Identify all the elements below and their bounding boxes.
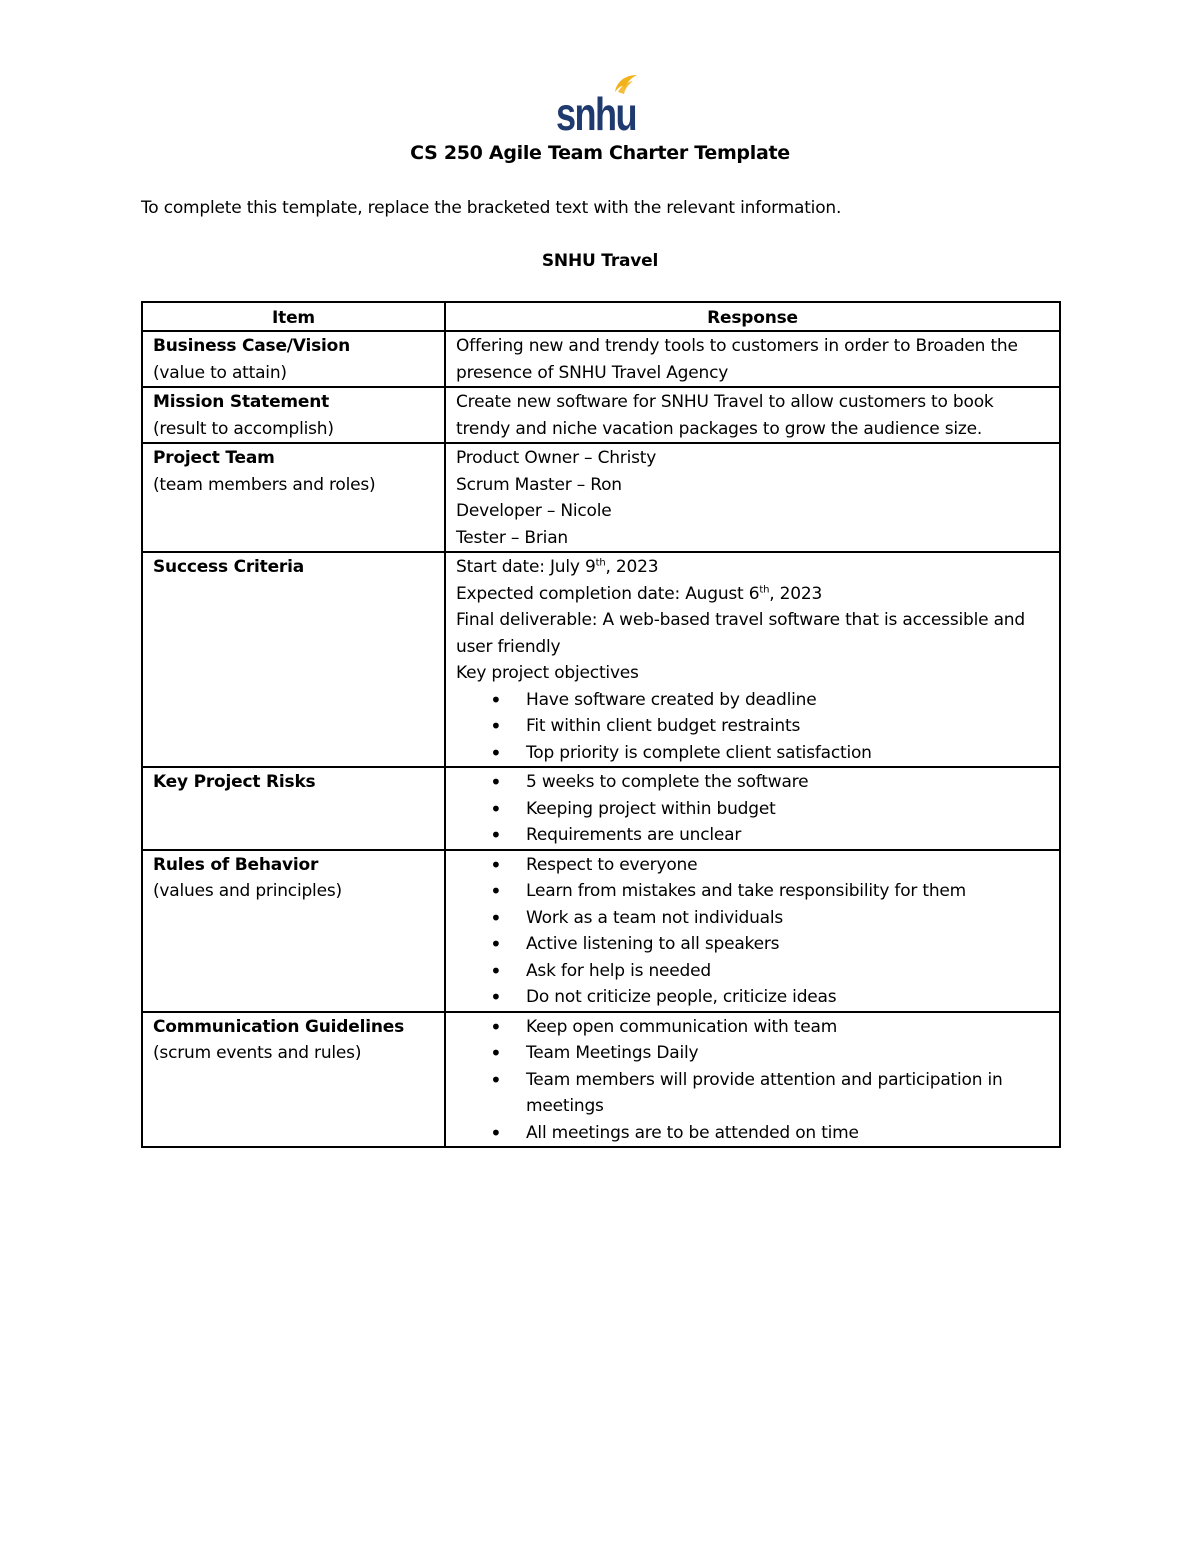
item-name: Key Project Risks: [153, 772, 316, 792]
item-name: Business Case/Vision: [153, 336, 351, 356]
list-item: • Keep open communication with team: [456, 1014, 1049, 1041]
list-item: • Keeping project within budget: [456, 796, 1049, 823]
item-note: (values and principles): [153, 881, 342, 901]
table-row: [142, 552, 1060, 767]
list-item: • Ask for help is needed: [456, 958, 1049, 985]
final-deliverable: Final deliverable: A web-based travel software that is accessible and user friendly: [456, 610, 1025, 657]
table-row: [142, 1012, 1060, 1148]
response-text: Create new software for SNHU Travel to allow customers to book trendy and niche vacation packages to grow the audience size.: [456, 392, 994, 439]
list-item: • All meetings are to be attended on time: [456, 1120, 1049, 1147]
instructions: To complete this template, replace the bracketed text with the relevant information.: [141, 198, 842, 218]
list-item: • Active listening to all speakers: [456, 931, 1049, 958]
team-member: Product Owner – Christy: [456, 448, 657, 468]
objectives-list: [456, 687, 1049, 767]
completion-date: Expected completion date: August 6th, 2023: [456, 583, 823, 604]
item-cell: [142, 443, 445, 552]
table-row: [142, 443, 1060, 552]
team-member: Tester – Brian: [456, 527, 568, 548]
response-cell: [445, 387, 1060, 443]
table-row: [142, 387, 1060, 443]
start-date: Start date: July 9th, 2023: [456, 557, 659, 577]
item-cell: [142, 767, 445, 850]
header-item: Item: [142, 302, 445, 331]
item-cell: [142, 1012, 445, 1148]
item-cell: [142, 552, 445, 767]
list-item: • Learn from mistakes and take responsibility for them: [456, 878, 1049, 905]
logo-text: snhu: [556, 88, 636, 140]
response-cell: [445, 850, 1060, 1012]
response-text: Offering new and trendy tools to customers in order to Broaden the presence of SNHU Travel Agency: [456, 336, 1018, 383]
item-cell: [142, 387, 445, 443]
item-name: Mission Statement: [153, 392, 330, 412]
list-item: • Respect to everyone: [456, 852, 1049, 879]
table-header-row: [142, 302, 1060, 331]
header-response: Response: [445, 302, 1060, 331]
document-subtitle: SNHU Travel: [541, 251, 659, 271]
item-name: Rules of Behavior: [153, 854, 319, 875]
communication-list: [456, 1014, 1049, 1147]
response-cell: [445, 767, 1060, 850]
item-cell: [142, 331, 445, 387]
table-row: [142, 331, 1060, 387]
item-name: Success Criteria: [153, 557, 305, 577]
objectives-label: Key project objectives: [456, 663, 639, 683]
snhu-logo: [555, 72, 641, 140]
list-item: • Team members will provide attention and participation in meetings: [456, 1067, 1049, 1120]
response-cell: [445, 1012, 1060, 1148]
table-row: [142, 767, 1060, 850]
document-title: CS 250 Agile Team Charter Template: [410, 142, 790, 164]
list-item: • Team Meetings Daily: [456, 1040, 1049, 1067]
response-cell: [445, 552, 1060, 767]
item-name: Communication Guidelines: [153, 1016, 405, 1037]
item-note: (scrum events and rules): [153, 1043, 362, 1063]
item-cell: [142, 850, 445, 1012]
item-name: Project Team: [153, 448, 275, 468]
response-cell: [445, 331, 1060, 387]
list-item: • Requirements are unclear: [456, 822, 1049, 849]
list-item: • Top priority is complete client satisfaction: [456, 740, 1049, 767]
risks-list: [456, 769, 1049, 849]
rules-list: [456, 852, 1049, 1011]
table-row: [142, 850, 1060, 1012]
list-item: • 5 weeks to complete the software: [456, 769, 1049, 796]
list-item: • Do not criticize people, criticize ideas: [456, 984, 1049, 1011]
response-cell: [445, 443, 1060, 552]
item-note: (value to attain): [153, 362, 287, 383]
team-member: Developer – Nicole: [456, 501, 612, 521]
list-item: • Fit within client budget restraints: [456, 713, 1049, 740]
item-note: (result to accomplish): [153, 418, 334, 439]
list-item: • Have software created by deadline: [456, 687, 1049, 714]
list-item: • Work as a team not individuals: [456, 905, 1049, 932]
charter-table: [141, 301, 1061, 1148]
item-note: (team members and roles): [153, 474, 376, 495]
team-member: Scrum Master – Ron: [456, 474, 622, 495]
